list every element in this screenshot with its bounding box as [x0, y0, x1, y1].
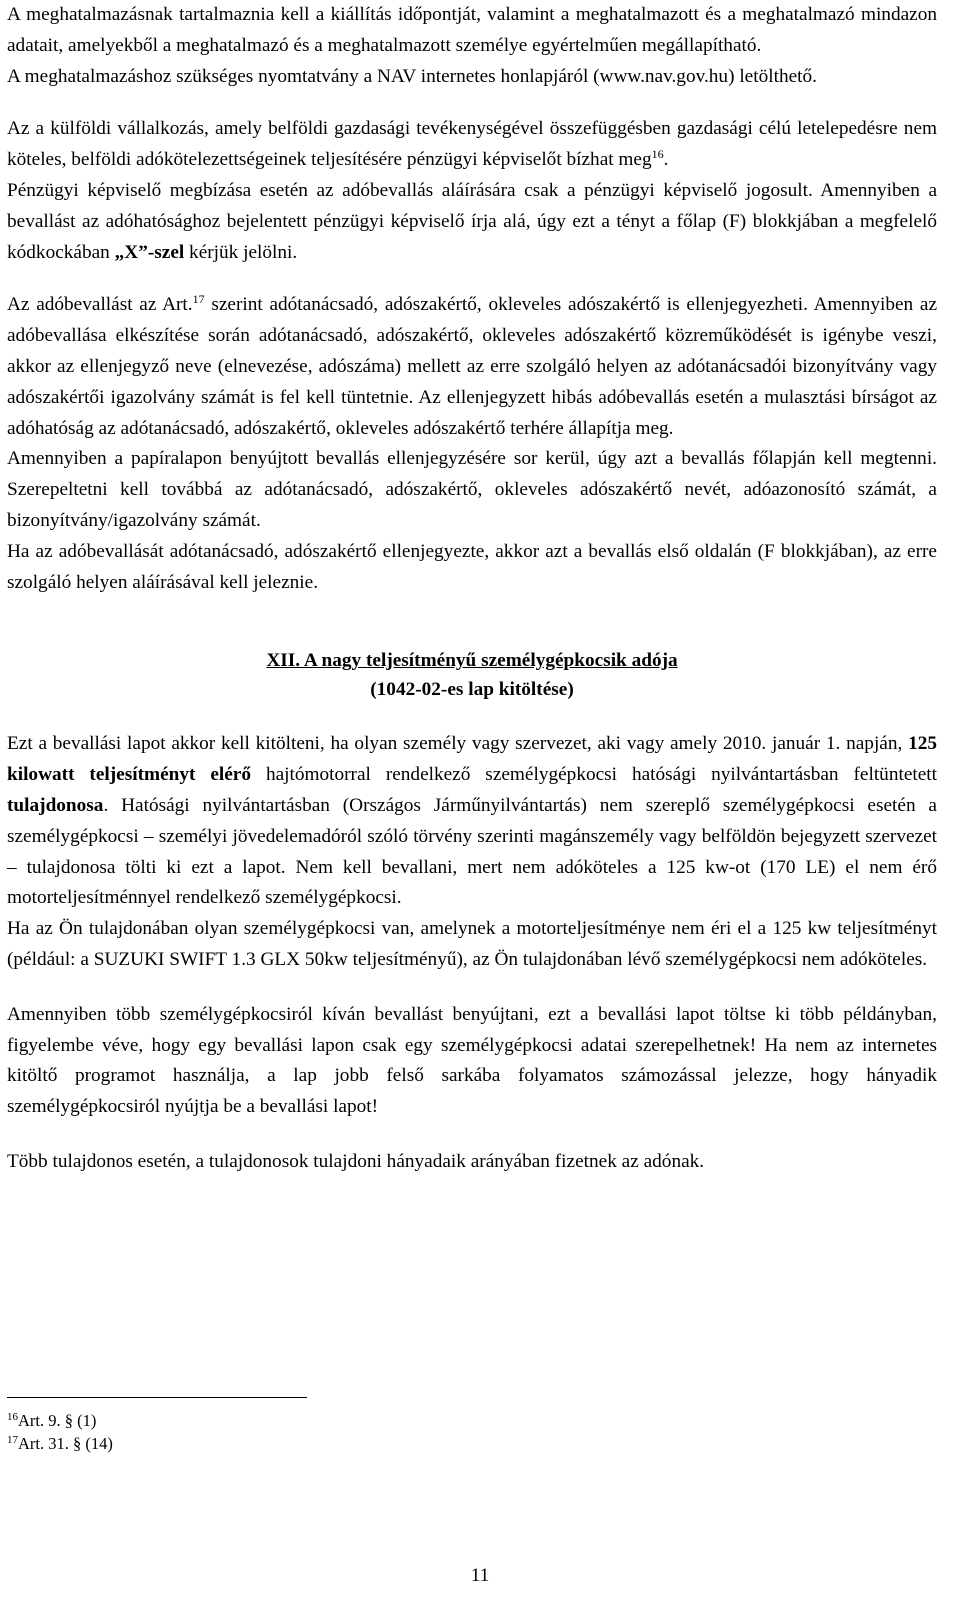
- page-number: 11: [470, 1565, 490, 1586]
- paragraph-when-to-fill: [7, 729, 937, 914]
- paragraph-text: hajtómotorral rendelkező személygépkocsi hatósági nyilvántartásban feltüntetett: [251, 764, 937, 786]
- footnote: [7, 1409, 113, 1432]
- footnote-number: 17: [7, 1434, 18, 1446]
- section-subtitle: (1042-02-es lap kitöltése): [370, 679, 574, 701]
- bold-text: 125 kilowatt teljesítményt elérő: [7, 733, 937, 786]
- footnote-text: Art. 31. § (14): [18, 1434, 113, 1453]
- footnote-divider: [7, 1397, 307, 1398]
- x-mark-text: „X”-szel: [114, 241, 185, 263]
- paragraph-form-download: A meghatalmazáshoz szükséges nyomtatvány a NAV internetes honlapjáról (www.nav.gov.hu) letölthető.: [7, 65, 817, 87]
- section-heading: [7, 646, 937, 704]
- paragraph-text: kérjük jelölni.: [184, 241, 298, 263]
- paragraph-text: Pénzügyi képviselő megbízása esetén az adóbevallás aláírására csak a pénzügyi képviselő jogosult. Amennyiben a bevallást az adóhatósághoz bejelentett pénzügyi képviselő írja alá, úgy ezt a tényt a főlap (F) blokkjában a megfelelő kódkockában: [7, 179, 937, 263]
- footnote-number: 16: [7, 1411, 18, 1423]
- paragraph-foreign-enterprise: [7, 114, 937, 176]
- paragraph-text: . Hatósági nyilvántartásban (Országos Járműnyilvántartás) nem szereplő személygépkocsi esetén a személygépkocsi – személyi jövedelemadóról szóló törvény szerinti magánszemély vagy belföldön bejegyzett szervezet – tulajdonosa tölti ki ezt a lapot. Nem kell bevallani, mert nem adóköteles a 125 kw-ot (170 LE) el nem érő motorteljesítménnyel rendelkező személygépkocsi.: [7, 794, 937, 909]
- paragraph-text: Az a külföldi vállalkozás, amely belföldi gazdasági tevékenységével összefüggésben gazdasági célú letelepedésre nem köteles, belföldi adókötelezettségeinek teljesítésére pénzügyi képviselőt bízhat meg: [7, 118, 937, 171]
- paragraph-countersign: [7, 290, 937, 444]
- paragraph-financial-representative: [7, 176, 937, 268]
- paragraph-signature-note: Ha az adóbevallását adótanácsadó, adószakértő ellenjegyezte, akkor azt a bevallás első oldalán (F blokkjában), az erre szolgáló helyen aláírásával kell jeleznie.: [7, 540, 937, 593]
- paragraph-below-threshold: Ha az Ön tulajdonában olyan személygépkocsi van, amelynek a motorteljesítménye nem éri el a 125 kw teljesítményt (például: a SUZUKI SWIFT 1.3 GLX 50kw teljesítményű), az Ön tulajdonában lévő személygépkocsi nem adóköteles.: [7, 918, 937, 970]
- footnote-text: Art. 9. § (1): [18, 1411, 97, 1430]
- paragraph-text: .: [663, 149, 669, 171]
- footnote-reference: 17: [192, 292, 205, 307]
- paragraph-paper-countersign: Amennyiben a papíralapon benyújtott bevallás ellenjegyzésére sor kerül, úgy azt a bevallás főlapján kell megtenni. Szerepeltetni kell továbbá az adótanácsadó, adószakértő, okleveles adószakértő nevét, adóazonosító számát, a bizonyítvány/igazolvány számát.: [7, 448, 937, 531]
- bold-text: tulajdonosa: [7, 794, 104, 816]
- paragraph-text: szerint adótanácsadó, adószakértő, okleveles adószakértő is ellenjegyezheti. Amennyiben az adóbevallása elkészítése során adótanácsadó, adószakértő, okleveles adószakértő közreműködését is igénybe veszi, akkor az ellenjegyző neve (elnevezése, adószáma) mellett az erre szolgáló helyen az adótanácsadói bizonyítvány vagy adószakértői igazolvány számát is fel kell tüntetnie. Az ellenjegyzett hibás adóbevallás esetén a mulasztási bírságot az adóhatóság az adótanácsadó, adószakértő, okleveles adószakértő terhére állapítja meg.: [7, 294, 938, 439]
- paragraph-multiple-cars: Amennyiben több személygépkocsiról kíván bevallást benyújtani, ezt a bevallási lapot töltse ki több példányban, figyelembe véve, hogy egy bevallási lapon csak egy személygépkocsi adatai szerepelhetnek! Ha nem az internetes kitöltő programot használja, a lap jobb felső sarkába folyamatos számozással jelezze, hogy hányadik személygépkocsiról nyújtja be a bevallási lapot!: [7, 1003, 937, 1118]
- footnotes: [7, 1409, 113, 1455]
- paragraph-text: Ezt a bevallási lapot akkor kell kitölteni, ha olyan személy vagy szervezet, aki vagy amely 2010. január 1. napján,: [7, 733, 909, 755]
- footnote-reference: 16: [651, 147, 664, 162]
- section-title: XII. A nagy teljesítményű személygépkocsik adója: [266, 650, 678, 672]
- paragraph-authorization-content: A meghatalmazásnak tartalmaznia kell a kiállítás időpontját, valamint a meghatalmazott és a meghatalmazó mindazon adatait, amelyekből a meghatalmazó és a meghatalmazott személye egyértelműen megállapítható.: [7, 4, 937, 56]
- paragraph-multiple-owners: Több tulajdonos esetén, a tulajdonosok tulajdoni hányadaik arányában fizetnek az adónak.: [7, 1150, 705, 1172]
- paragraph-text: Az adóbevallást az Art.: [7, 294, 193, 316]
- footnote: [7, 1432, 113, 1455]
- document-page: [7, 0, 937, 1178]
